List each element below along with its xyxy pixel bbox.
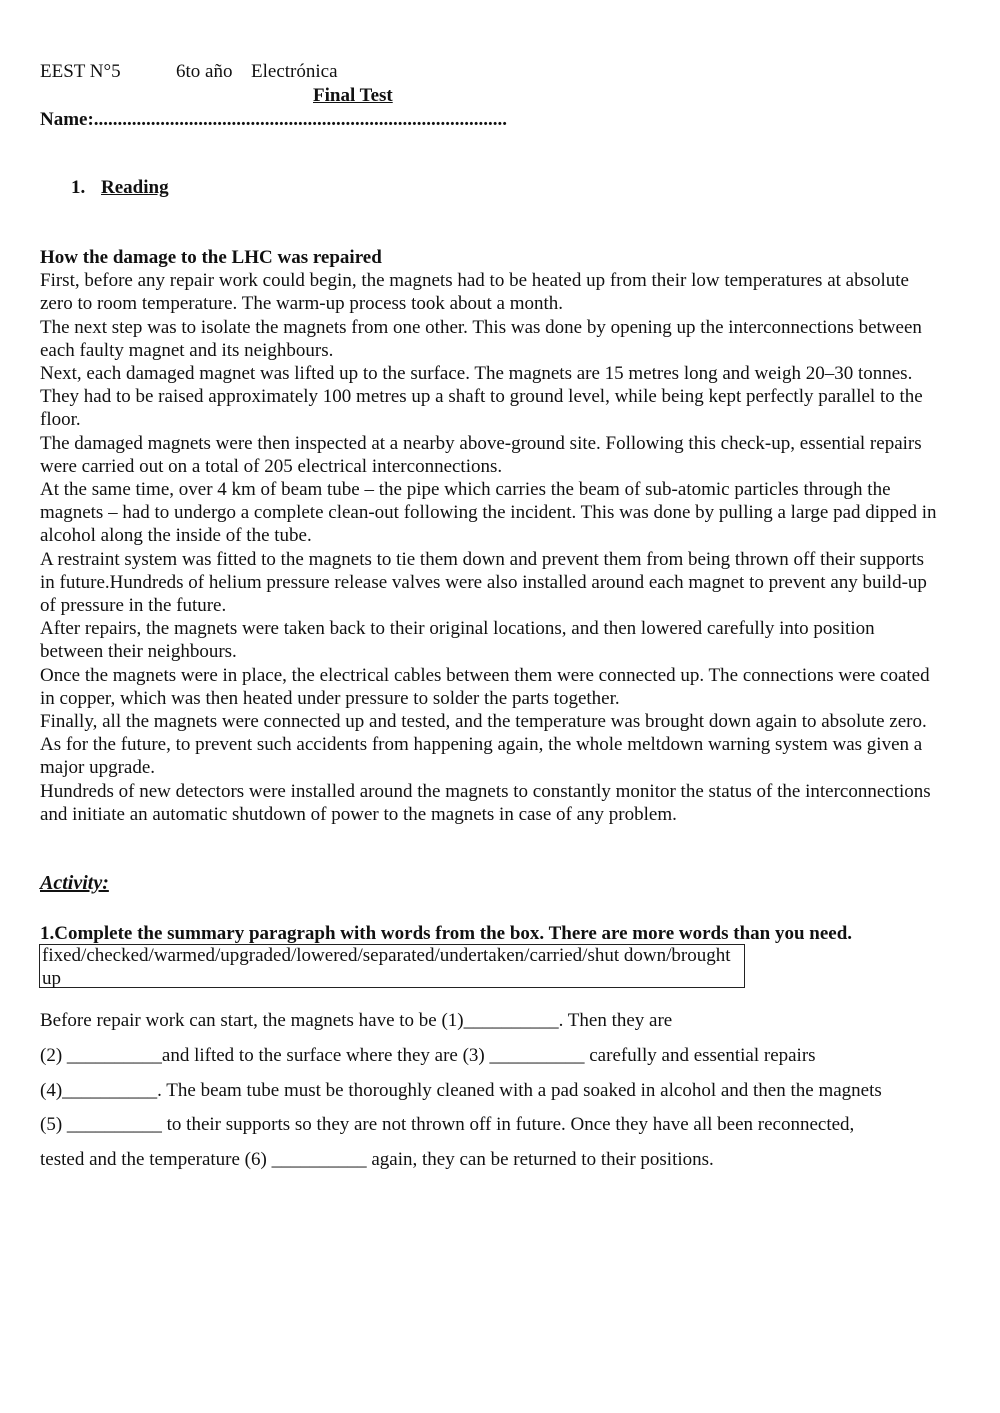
article-paragraph: First, before any repair work could begin, the magnets had to be heated up from their low temperatures at absolute zero to room temperature. The warm-up process took about a month. bbox=[40, 270, 909, 315]
section-heading bbox=[71, 176, 169, 199]
article-paragraph: The next step was to isolate the magnets from one other. This was done by opening up the interconnections between each faulty magnet and its neighbours. bbox=[40, 316, 922, 361]
page-title: Final Test bbox=[313, 85, 393, 106]
article-paragraph: At the same time, over 4 km of beam tube – the pipe which carries the beam of sub-atomic particles through the magnets – had to undergo a complete clean-out following the incident. This was done by pulling a large pad dipped in alcohol along the inside of the tube. bbox=[40, 479, 937, 547]
school-year: 6to año bbox=[176, 61, 233, 82]
article-paragraph: Next, each damaged magnet was lifted up to the surface. The magnets are 15 metres long and weigh 20–30 tonnes. They had to be raised approximately 100 metres up a shaft to ground level, while being kept perfectly parallel to the floor. bbox=[40, 363, 923, 431]
article-paragraph: Once the magnets were in place, the electrical cables between them were connected up. The connections were coated in copper, which was then heated under pressure to solder the parts together. bbox=[40, 664, 930, 709]
activity-heading: Activity: bbox=[40, 872, 109, 894]
article-heading: How the damage to the LHC was repaired bbox=[40, 247, 382, 268]
article-paragraph: Finally, all the magnets were connected up and tested, and the temperature was brought down again to absolute zero. bbox=[40, 711, 927, 733]
word-box: fixed/checked/warmed/upgraded/lowered/separated/undertaken/carried/shut down/brought up bbox=[39, 944, 745, 988]
summary-line: (2) __________and lifted to the surface where they are (3) __________ carefully and essential repairs bbox=[40, 1044, 816, 1066]
article-paragraph: As for the future, to prevent such accidents from happening again, the whole meltdown warning system was given a major upgrade. bbox=[40, 734, 923, 779]
summary-line: Before repair work can start, the magnets have to be (1)__________. Then they are bbox=[40, 1010, 673, 1031]
article-paragraph: After repairs, the magnets were taken back to their original locations, and then lowered carefully into position between their neighbours. bbox=[40, 618, 875, 663]
activity-instruction: 1.Complete the summary paragraph with words from the box. There are more words than you need. bbox=[40, 923, 853, 944]
summary-line: (4)__________. The beam tube must be thoroughly cleaned with a pad soaked in alcohol and then the magnets bbox=[40, 1079, 882, 1101]
title-row bbox=[40, 84, 940, 108]
section-label: Reading bbox=[101, 177, 169, 198]
worksheet-page bbox=[40, 60, 940, 1171]
section-number: 1. bbox=[71, 177, 86, 198]
article-paragraph: Hundreds of new detectors were installed around the magnets to constantly monitor the status of the interconnections and initiate an automatic shutdown of power to the magnets in case of any problem. bbox=[40, 780, 931, 825]
summary-paragraph bbox=[40, 1004, 940, 1178]
name-field: Name:....................................................................................... bbox=[40, 109, 508, 130]
reading-article bbox=[40, 246, 940, 826]
summary-line: (5) __________ to their supports so they are not thrown off in future. Once they have all been reconnected, bbox=[40, 1114, 855, 1136]
summary-line: tested and the temperature (6) __________ again, they can be returned to their positions. bbox=[40, 1149, 714, 1171]
subject: Electrónica bbox=[251, 61, 338, 82]
header-line bbox=[40, 60, 940, 84]
article-paragraph: A restraint system was fitted to the magnets to tie them down and prevent them from being thrown off their supports in future.Hundreds of helium pressure release valves were also installed around each magnet to prevent any build-up of pressure in the future. bbox=[40, 548, 927, 617]
school-name: EEST N°5 bbox=[40, 61, 121, 82]
article-paragraph: The damaged magnets were then inspected at a nearby above-ground site. Following this check-up, essential repairs were carried out on a total of 205 electrical interconnections. bbox=[40, 432, 922, 477]
